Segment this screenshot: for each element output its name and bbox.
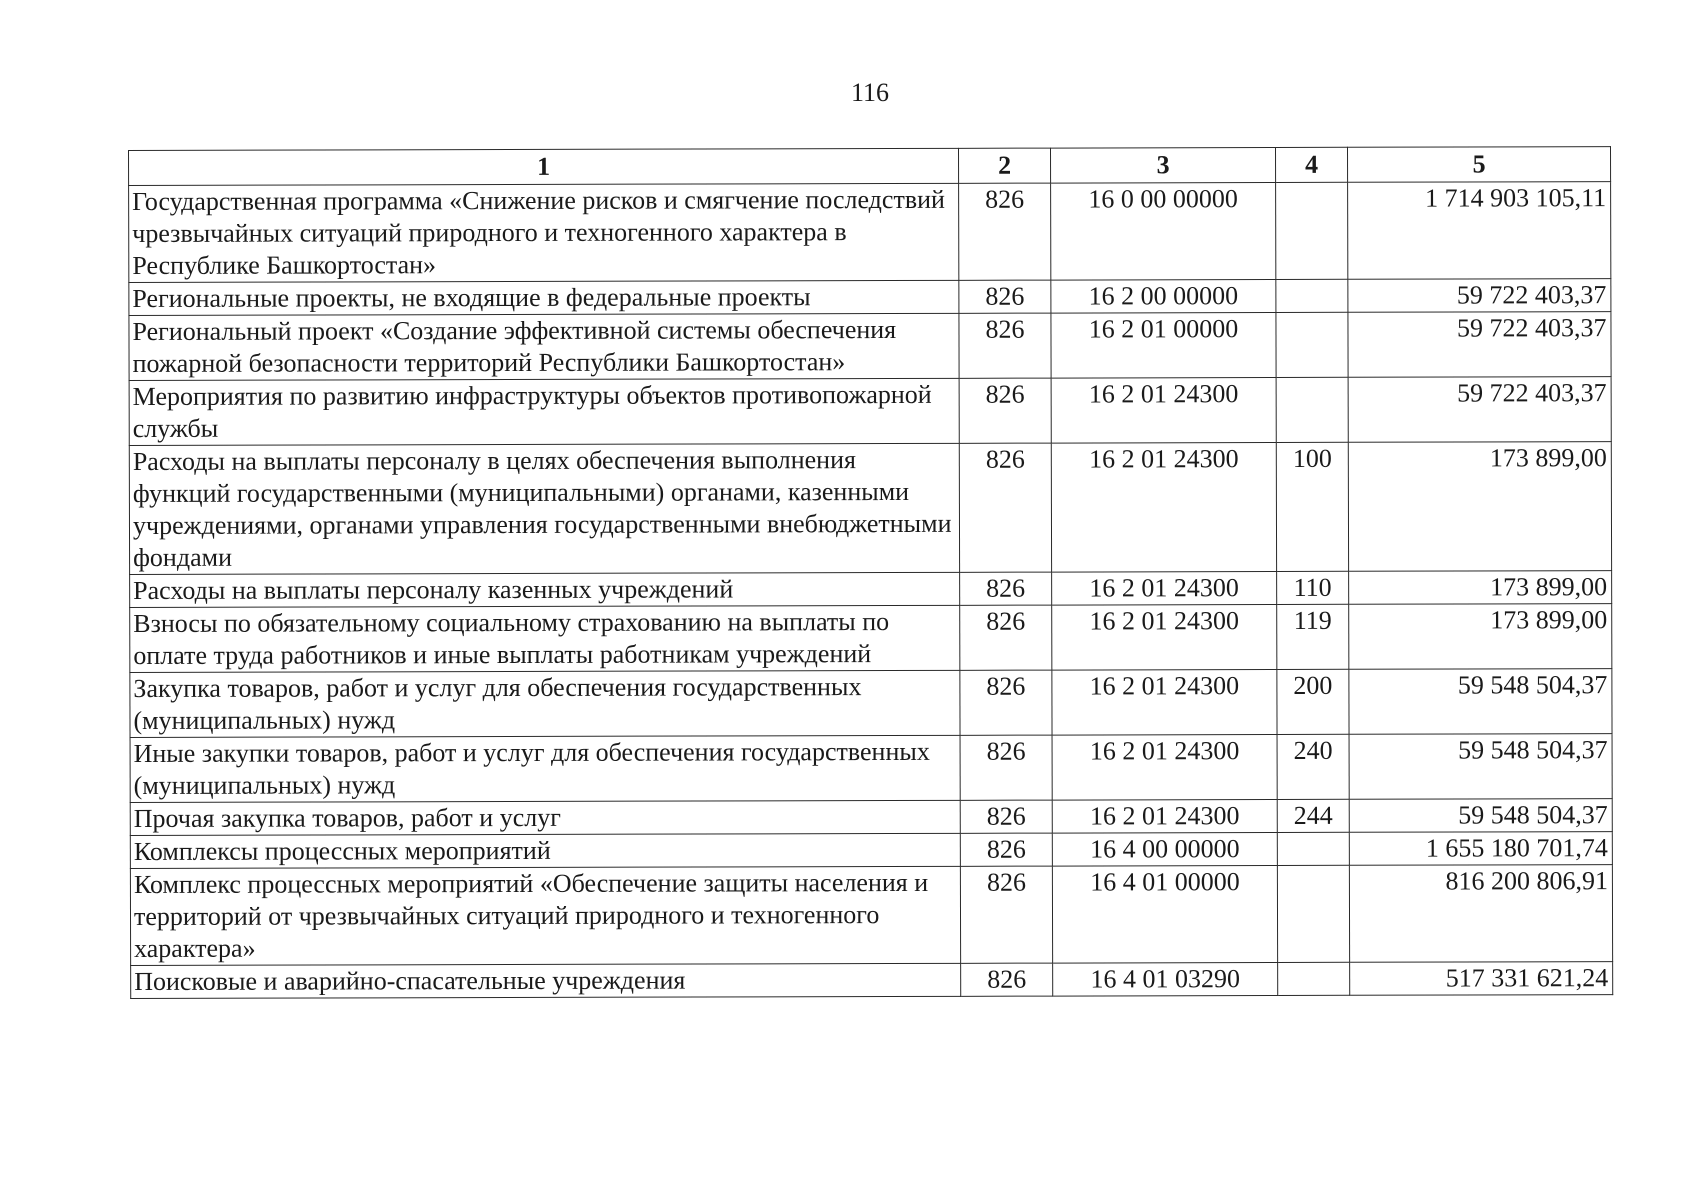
cell-department-code: 826 — [960, 605, 1052, 670]
cell-target-article: 16 2 01 24300 — [1051, 442, 1276, 572]
cell-department-code: 826 — [960, 572, 1052, 605]
cell-name: Закупка товаров, работ и услуг для обеспечения государственных (муниципальных) нужд — [130, 670, 960, 737]
cell-expense-type: 200 — [1277, 669, 1349, 734]
cell-target-article: 16 4 01 03290 — [1053, 962, 1278, 996]
header-col-3: 3 — [1050, 147, 1275, 183]
cell-department-code: 826 — [960, 735, 1052, 800]
cell-department-code: 826 — [960, 833, 1052, 866]
cell-name: Расходы на выплаты персоналу казенных учреждений — [130, 572, 960, 607]
cell-target-article: 16 4 01 00000 — [1052, 865, 1277, 963]
cell-target-article: 16 2 01 24300 — [1052, 799, 1277, 833]
cell-department-code: 826 — [960, 670, 1052, 735]
header-col-1: 1 — [129, 148, 959, 185]
cell-department-code: 826 — [960, 800, 1052, 833]
cell-target-article: 16 2 01 24300 — [1051, 377, 1276, 443]
cell-expense-type: 240 — [1277, 734, 1349, 799]
cell-amount: 59 548 504,37 — [1349, 799, 1612, 833]
cell-department-code: 826 — [959, 280, 1051, 313]
table-row — [130, 669, 1612, 738]
cell-target-article: 16 4 00 00000 — [1052, 832, 1277, 866]
header-col-5: 5 — [1347, 147, 1610, 183]
cell-department-code: 826 — [959, 313, 1051, 378]
table-row — [129, 312, 1611, 381]
cell-department-code: 826 — [959, 183, 1051, 280]
cell-expense-type: 244 — [1277, 799, 1349, 832]
cell-target-article: 16 2 01 24300 — [1052, 734, 1277, 800]
cell-department-code: 826 — [961, 963, 1053, 996]
cell-name: Комплекс процессных мероприятий «Обеспечение защиты населения и территорий от чрезвычайных ситуаций природного и техногенного характера» — [130, 866, 960, 965]
table-row — [129, 377, 1611, 446]
cell-target-article: 16 2 01 00000 — [1051, 312, 1276, 378]
cell-amount: 59 548 504,37 — [1349, 734, 1612, 800]
cell-target-article: 16 2 01 24300 — [1052, 571, 1277, 605]
table-row — [131, 962, 1613, 999]
cell-name: Комплексы процессных мероприятий — [130, 833, 960, 868]
cell-amount: 173 899,00 — [1348, 442, 1611, 572]
cell-amount: 517 331 621,24 — [1350, 962, 1613, 996]
cell-name: Иные закупки товаров, работ и услуг для обеспечения государственных (муниципальных) нужд — [130, 735, 960, 802]
table-row — [129, 182, 1611, 283]
cell-expense-type: 100 — [1276, 442, 1348, 571]
table-body — [129, 182, 1613, 999]
cell-expense-type — [1277, 865, 1349, 962]
cell-name: Региональные проекты, не входящие в федеральные проекты — [129, 280, 959, 315]
cell-expense-type: 110 — [1277, 571, 1349, 604]
cell-department-code: 826 — [960, 866, 1052, 963]
cell-amount: 173 899,00 — [1349, 571, 1612, 605]
table-row — [129, 279, 1611, 316]
table-row — [130, 799, 1612, 836]
cell-expense-type — [1276, 279, 1348, 312]
cell-name: Поисковые и аварийно-спасательные учреждения — [131, 963, 961, 998]
cell-expense-type — [1276, 312, 1348, 377]
cell-amount: 1 655 180 701,74 — [1349, 832, 1612, 866]
page-number: 116 — [850, 78, 890, 107]
cell-amount: 59 722 403,37 — [1348, 312, 1611, 378]
cell-department-code: 826 — [959, 443, 1051, 572]
cell-target-article: 16 2 01 24300 — [1052, 604, 1277, 670]
table-row — [130, 832, 1612, 869]
table-row — [129, 442, 1611, 575]
cell-expense-type — [1276, 377, 1348, 442]
cell-name: Государственная программа «Снижение рисков и смягчение последствий чрезвычайных ситуаций природного и техногенного характера в Республике Башкортостан» — [129, 183, 959, 282]
cell-amount: 1 714 903 105,11 — [1348, 182, 1611, 280]
table-header-row — [129, 147, 1611, 186]
cell-amount: 816 200 806,91 — [1349, 865, 1612, 963]
cell-name: Мероприятия по развитию инфраструктуры объектов противопожарной службы — [129, 378, 959, 445]
cell-amount: 59 548 504,37 — [1349, 669, 1612, 735]
header-col-4: 4 — [1275, 147, 1347, 182]
table-row — [130, 604, 1612, 673]
cell-amount: 59 722 403,37 — [1348, 377, 1611, 443]
cell-name: Расходы на выплаты персоналу в целях обеспечения выполнения функций государственными (муниципальными) органами, казенными учреждениями, органами управления государственными внебюджетными фондами — [129, 443, 959, 574]
cell-name: Взносы по обязательному социальному страхованию на выплаты по оплате труда работников и иные выплаты работникам учреждений — [130, 605, 960, 672]
cell-department-code: 826 — [959, 378, 1051, 443]
cell-amount: 59 722 403,37 — [1348, 279, 1611, 313]
table-row — [130, 734, 1612, 803]
cell-expense-type: 119 — [1277, 604, 1349, 669]
cell-expense-type — [1276, 182, 1348, 279]
budget-table — [128, 146, 1613, 999]
cell-amount: 173 899,00 — [1349, 604, 1612, 670]
cell-expense-type — [1278, 962, 1350, 995]
cell-name: Региональный проект «Создание эффективной системы обеспечения пожарной безопасности территорий Республики Башкортостан» — [129, 313, 959, 380]
cell-target-article: 16 0 00 00000 — [1051, 182, 1276, 280]
cell-target-article: 16 2 00 00000 — [1051, 279, 1276, 313]
cell-expense-type — [1277, 832, 1349, 865]
table-row — [130, 571, 1612, 608]
cell-name: Прочая закупка товаров, работ и услуг — [130, 800, 960, 835]
header-col-2: 2 — [958, 148, 1050, 183]
table-row — [130, 865, 1612, 966]
cell-target-article: 16 2 01 24300 — [1052, 669, 1277, 735]
